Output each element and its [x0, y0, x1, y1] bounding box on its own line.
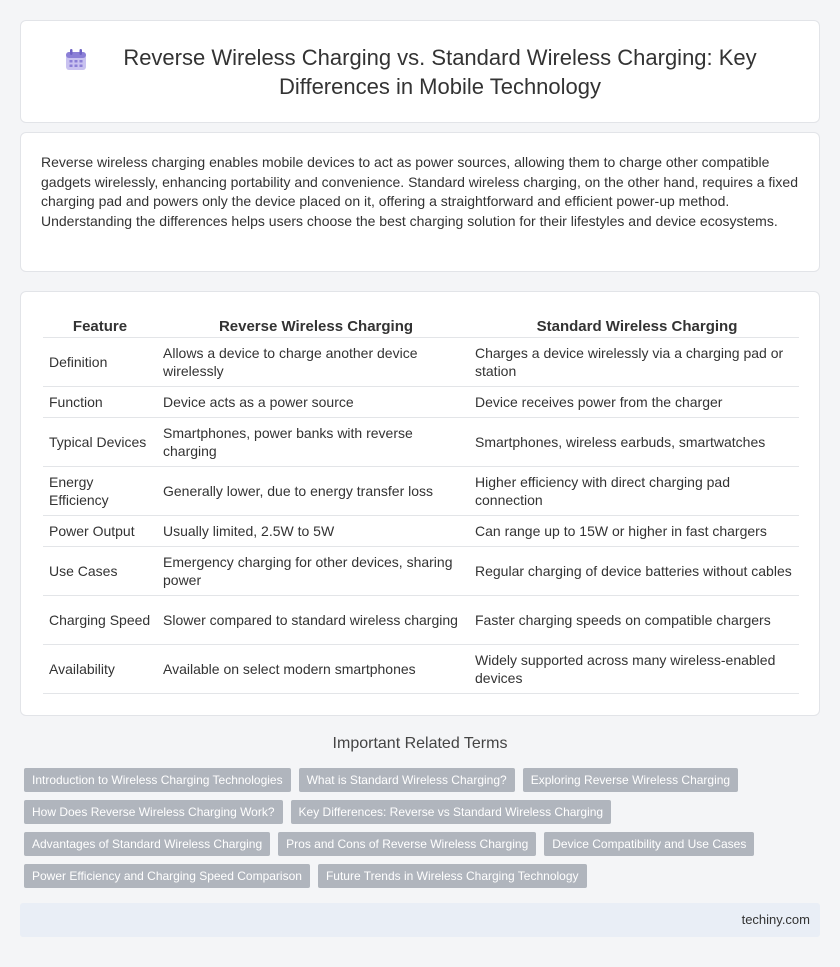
feature-cell: Function: [43, 387, 157, 418]
title-card: [20, 20, 820, 123]
reverse-cell: Device acts as a power source: [157, 387, 469, 418]
standard-cell: Charges a device wirelessly via a charging pad or station: [469, 338, 799, 387]
standard-cell: Higher efficiency with direct charging pad connection: [469, 467, 799, 516]
table-row: [43, 547, 799, 596]
related-terms-title: Important Related Terms: [332, 735, 508, 752]
header-standard: Standard Wireless Charging: [469, 312, 799, 338]
tag-row: [24, 832, 824, 856]
standard-cell: Device receives power from the charger: [469, 387, 799, 418]
header-reverse: Reverse Wireless Charging: [157, 312, 469, 338]
feature-cell: Definition: [43, 338, 157, 387]
intro-card: [20, 132, 820, 272]
feature-cell: Power Output: [43, 516, 157, 547]
page-title: Reverse Wireless Charging vs. Standard Wireless Charging: Key Differences in Mobile Technology: [123, 44, 757, 99]
related-terms-list: [24, 768, 824, 896]
table-row: [43, 418, 799, 467]
table-row: [43, 596, 799, 645]
standard-cell: Faster charging speeds on compatible chargers: [469, 596, 799, 645]
tag-row: [24, 768, 824, 792]
related-term-tag[interactable]: Key Differences: Reverse vs Standard Wireless Charging: [291, 800, 612, 824]
reverse-cell: Generally lower, due to energy transfer loss: [157, 467, 469, 516]
comparison-table-card: [20, 291, 820, 716]
footer: [20, 903, 820, 937]
standard-cell: Regular charging of device batteries without cables: [469, 547, 799, 596]
header-feature: Feature: [43, 312, 157, 338]
related-term-tag[interactable]: Device Compatibility and Use Cases: [544, 832, 754, 856]
tag-row: [24, 864, 824, 888]
feature-cell: Use Cases: [43, 547, 157, 596]
feature-cell: Charging Speed: [43, 596, 157, 645]
table-row: [43, 387, 799, 418]
reverse-cell: Smartphones, power banks with reverse charging: [157, 418, 469, 467]
related-term-tag[interactable]: Advantages of Standard Wireless Charging: [24, 832, 270, 856]
table-row: [43, 467, 799, 516]
comparison-table: [43, 312, 799, 694]
intro-paragraph: Reverse wireless charging enables mobile devices to act as power sources, allowing them to charge other compatible gadgets wirelessly, enhancing portability and convenience. Standard wireless charging, on the other hand, requires a fixed charging pad and powers only the device placed on it, offering a straightforward and efficient power-up method. Understanding the differences helps users choose the best charging solution for their lifestyles and device ecosystems.: [41, 154, 798, 229]
related-term-tag[interactable]: Pros and Cons of Reverse Wireless Charging: [278, 832, 536, 856]
reverse-cell: Slower compared to standard wireless charging: [157, 596, 469, 645]
related-term-tag[interactable]: How Does Reverse Wireless Charging Work?: [24, 800, 283, 824]
footer-site-link[interactable]: techiny.com: [741, 912, 810, 927]
related-term-tag[interactable]: Exploring Reverse Wireless Charging: [523, 768, 738, 792]
feature-cell: Availability: [43, 645, 157, 694]
related-term-tag[interactable]: What is Standard Wireless Charging?: [299, 768, 515, 792]
table-header-row: [43, 312, 799, 338]
table-row: [43, 516, 799, 547]
reverse-cell: Available on select modern smartphones: [157, 645, 469, 694]
feature-cell: Typical Devices: [43, 418, 157, 467]
reverse-cell: Emergency charging for other devices, sharing power: [157, 547, 469, 596]
standard-cell: Smartphones, wireless earbuds, smartwatches: [469, 418, 799, 467]
standard-cell: Can range up to 15W or higher in fast chargers: [469, 516, 799, 547]
related-term-tag[interactable]: Future Trends in Wireless Charging Technology: [318, 864, 587, 888]
table-row: [43, 645, 799, 694]
tag-row: [24, 800, 824, 824]
related-term-tag[interactable]: Introduction to Wireless Charging Technologies: [24, 768, 291, 792]
feature-cell: Energy Efficiency: [43, 467, 157, 516]
table-row: [43, 338, 799, 387]
reverse-cell: Allows a device to charge another device wirelessly: [157, 338, 469, 387]
standard-cell: Widely supported across many wireless-enabled devices: [469, 645, 799, 694]
related-term-tag[interactable]: Power Efficiency and Charging Speed Comparison: [24, 864, 310, 888]
reverse-cell: Usually limited, 2.5W to 5W: [157, 516, 469, 547]
